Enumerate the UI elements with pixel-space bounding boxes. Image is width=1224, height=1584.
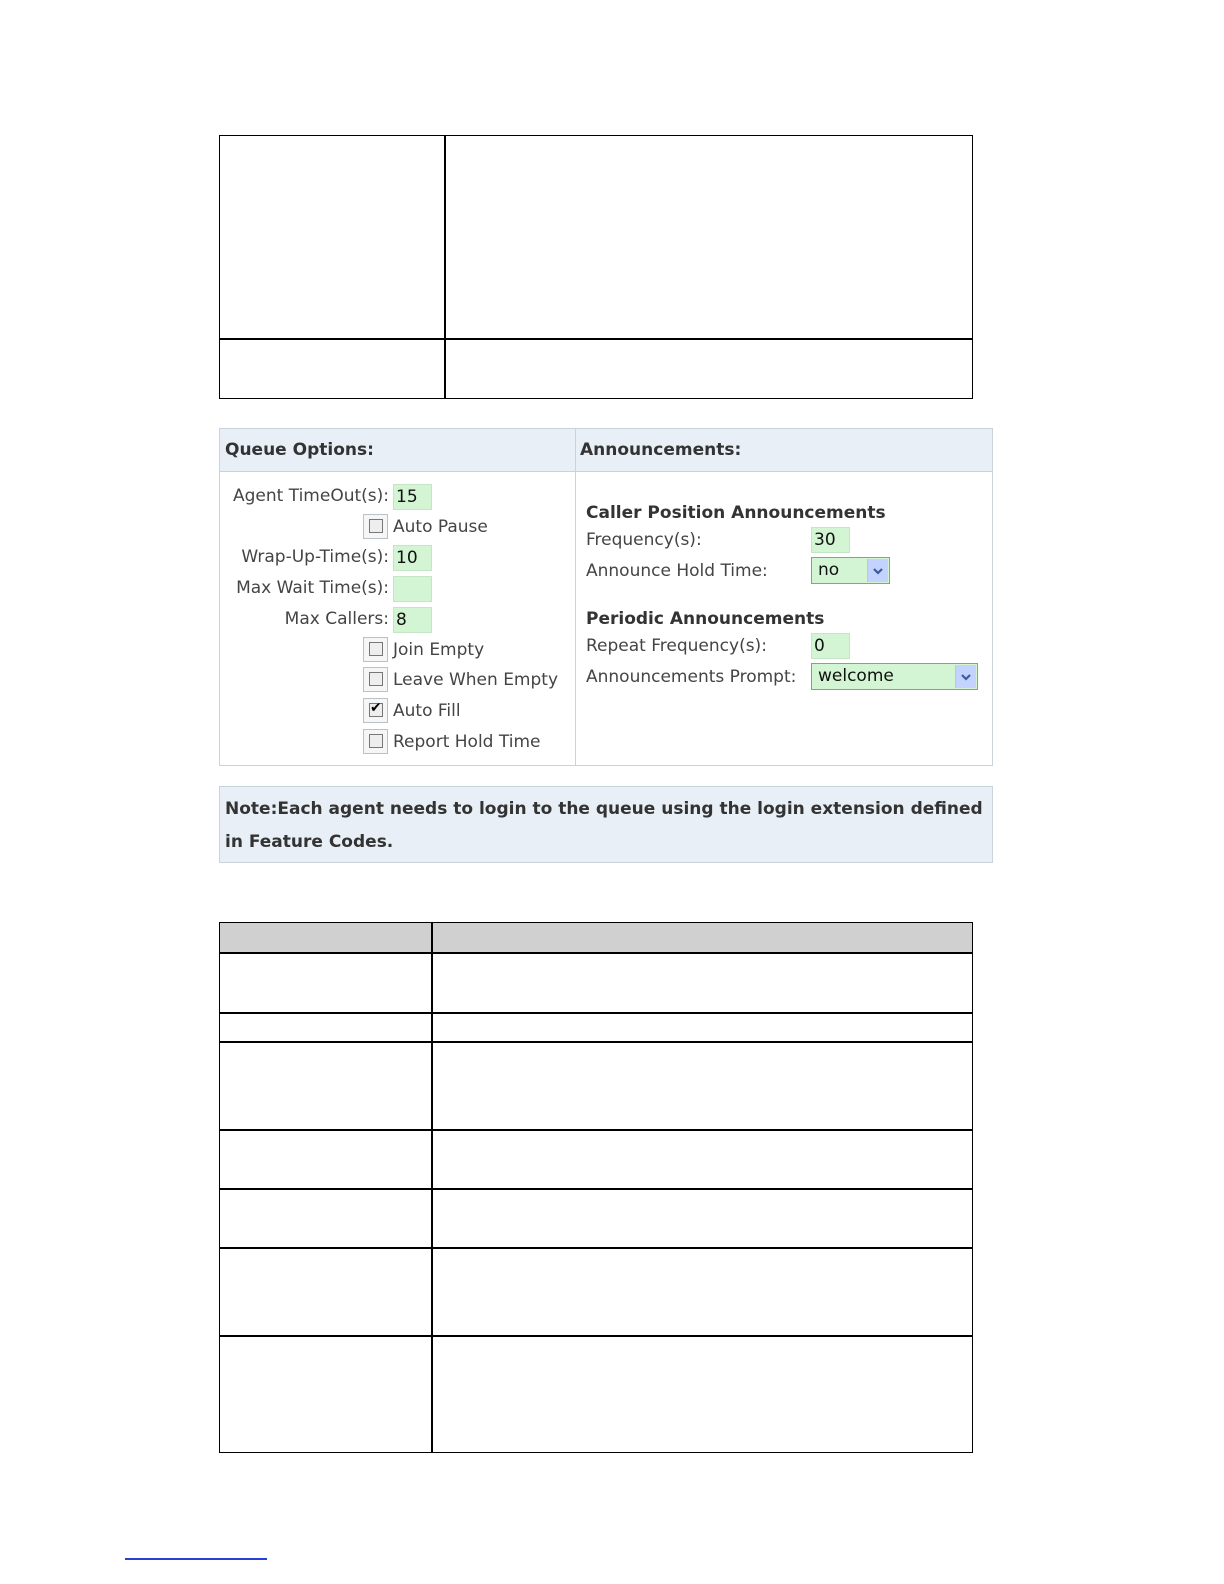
max-callers-label: Max Callers:: [284, 609, 389, 629]
footnote-rule: [125, 1558, 267, 1560]
max-wait-time-input[interactable]: [393, 576, 432, 602]
wrap-up-time-input[interactable]: 10: [393, 545, 432, 571]
repeat-frequency-label: Repeat Frequency(s):: [586, 636, 767, 656]
announcements-prompt-value: welcome: [818, 666, 894, 686]
bottom-table-row-divider: [220, 1188, 972, 1190]
checkmark-icon: ✔: [370, 700, 382, 716]
auto-pause-checkbox[interactable]: [363, 514, 388, 539]
note-text: Note:Each agent needs to login to the queue using the login extension defined in Feature Codes.: [225, 799, 983, 852]
bottom-doc-table: [219, 922, 973, 1453]
announce-hold-time-label: Announce Hold Time:: [586, 561, 768, 581]
bottom-table-header-row: [220, 923, 972, 952]
panel-column-divider: [575, 429, 576, 765]
bottom-table-row-divider: [220, 1041, 972, 1043]
frequency-input[interactable]: 30: [811, 527, 850, 553]
frequency-label: Frequency(s):: [586, 530, 702, 550]
top-table-column-divider: [444, 136, 446, 398]
wrap-up-time-label: Wrap-Up-Time(s):: [241, 547, 389, 567]
join-empty-checkbox[interactable]: [363, 637, 388, 662]
note-box: [219, 786, 993, 863]
chevron-down-icon[interactable]: [955, 665, 976, 688]
report-hold-time-label: Report Hold Time: [393, 732, 541, 752]
repeat-frequency-input[interactable]: 0: [811, 633, 850, 659]
bottom-table-row-divider: [220, 1129, 972, 1131]
max-wait-time-label: Max Wait Time(s):: [236, 578, 389, 598]
queue-options-title: Queue Options:: [225, 440, 374, 460]
leave-when-empty-label: Leave When Empty: [393, 670, 559, 690]
announce-hold-time-select[interactable]: [811, 557, 890, 584]
report-hold-time-checkbox[interactable]: [363, 729, 388, 754]
auto-fill-checkbox[interactable]: [363, 698, 388, 723]
announcements-header: [575, 429, 992, 472]
max-callers-input[interactable]: 8: [393, 607, 432, 633]
agent-timeout-label: Agent TimeOut(s):: [233, 486, 389, 506]
announce-hold-time-value: no: [818, 560, 840, 580]
bottom-table-row-divider: [220, 1247, 972, 1249]
join-empty-label: Join Empty: [393, 640, 485, 660]
announcements-prompt-select[interactable]: [811, 663, 978, 690]
agent-timeout-input[interactable]: 15: [393, 484, 432, 510]
periodic-heading: Periodic Announcements: [586, 609, 825, 629]
queue-settings-panel: [219, 428, 993, 766]
leave-when-empty-checkbox[interactable]: [363, 667, 388, 692]
bottom-table-row-divider: [220, 1335, 972, 1337]
auto-fill-label: Auto Fill: [393, 701, 461, 721]
queue-options-header: [220, 429, 575, 472]
top-table-row-divider: [220, 338, 972, 340]
chevron-down-icon[interactable]: [867, 559, 888, 582]
bottom-table-row-divider: [220, 952, 972, 954]
announcements-prompt-label: Announcements Prompt:: [586, 667, 797, 687]
top-doc-table: [219, 135, 973, 399]
auto-pause-label: Auto Pause: [393, 517, 488, 537]
announcements-title: Announcements:: [580, 440, 742, 460]
caller-position-heading: Caller Position Announcements: [586, 503, 886, 523]
bottom-table-row-divider: [220, 1012, 972, 1014]
